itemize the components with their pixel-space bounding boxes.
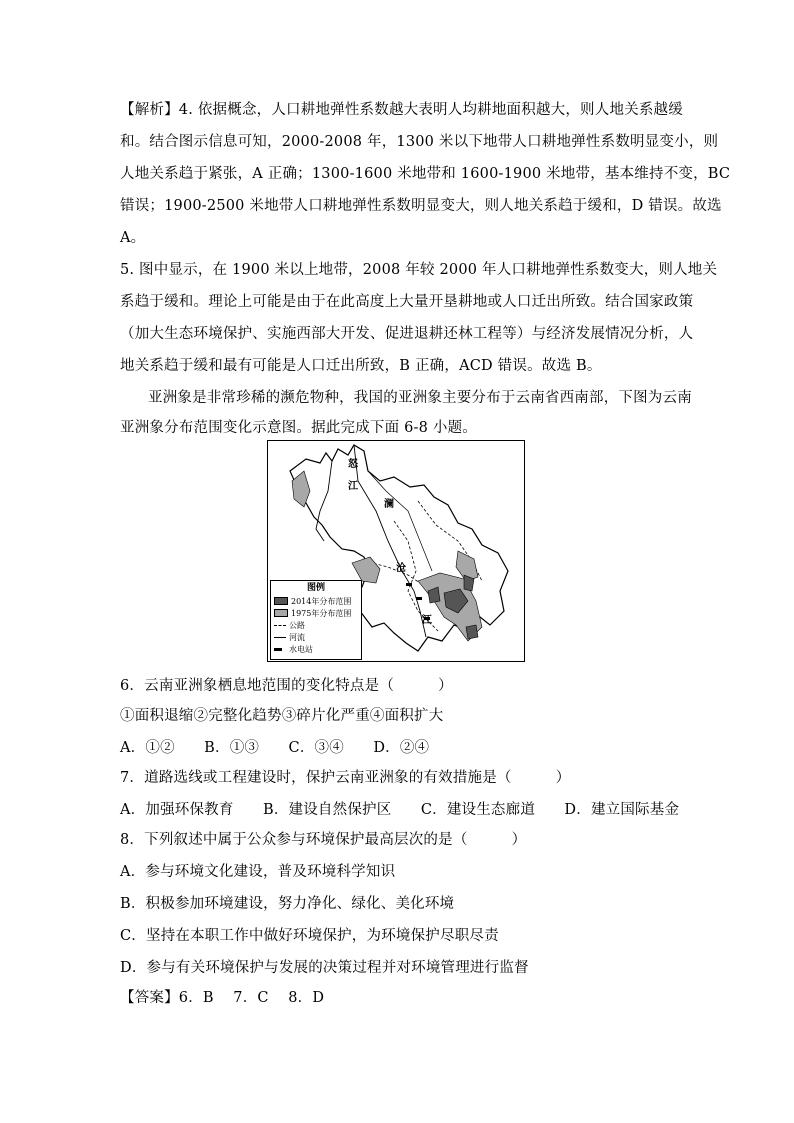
intro-line-2: 亚洲象分布范围变化示意图。据此完成下面 6-8 小题。 [120, 420, 477, 436]
legend-item-road [274, 619, 358, 631]
map-legend [270, 580, 362, 660]
legend-item-river [274, 631, 358, 643]
analysis-line-4: 错误；1900-2500 米地带人口耕地弹性系数明显变大，则人地关系趋于缓和，D 错误。故选 [120, 198, 722, 214]
question-6-stem: 6．云南亚洲象栖息地范围的变化特点是（ ） [120, 678, 453, 694]
question-8-option-a: A．参与环境文化建设，普及环境科学知识 [120, 864, 396, 880]
legend-river-line [274, 637, 286, 638]
legend-label-1975: 1975年分布范围 [291, 608, 352, 618]
legend-swatch-1975 [274, 609, 288, 617]
analysis-line-1: 【解析】4. 依据概念，人口耕地弹性系数越大表明人均耕地面积越大，则人地关系越缓 [120, 102, 683, 118]
river-label-lan: 澜 [384, 499, 394, 510]
legend-road-line [274, 625, 286, 626]
legend-label-river: 河流 [289, 632, 305, 642]
question-8-option-c: C．坚持在本职工作中做好环境保护，为环境保护尽职尽责 [120, 928, 499, 944]
elephant-range-map [267, 440, 525, 662]
river-label-jiang-1: 江 [348, 481, 358, 492]
question-8-option-d: D．参与有关环境保护与发展的决策过程并对环境管理进行监督 [120, 960, 529, 976]
legend-item-2014 [274, 595, 358, 607]
answer-key: 【答案】6．B 7．C 8．D [120, 990, 325, 1006]
legend-title: 图例 [306, 583, 325, 593]
question-8-option-b: B．积极参加环境建设，努力净化、绿化、美化环境 [120, 896, 455, 912]
legend-label-2014: 2014年分布范围 [291, 596, 352, 606]
analysis-line-6: 5. 图中显示，在 1900 米以上地带，2008 年较 2000 年人口耕地弹性系数变大，则人地关 [120, 262, 718, 278]
hydropower-station-1 [406, 583, 412, 586]
river-label-jiang-2: 江 [422, 615, 432, 626]
hydropower-icon [274, 648, 282, 651]
question-6-options: A．①② B．①③ C．③④ D．②④ [120, 740, 430, 756]
legend-swatch-2014 [274, 597, 288, 605]
intro-line-1: 亚洲象是非常珍稀的濒危物种，我国的亚洲象主要分布于云南省西南部，下图为云南 [148, 390, 692, 406]
river-label-cang: 沧 [396, 563, 406, 574]
analysis-line-3: 人地关系趋于紧张，A 正确；1300-1600 米地带和 1600-1900 米地带，基本维持不变，BC [120, 166, 731, 182]
legend-label-hydropower: 水电站 [289, 644, 313, 654]
legend-item-1975 [274, 607, 358, 619]
hydropower-station-2 [416, 597, 422, 600]
legend-item-hydropower [274, 643, 358, 655]
legend-label-road: 公路 [289, 620, 305, 630]
question-7-options: A．加强环保教育 B．建设自然保护区 C．建设生态廊道 D．建立国际基金 [120, 802, 680, 818]
range-2014-d [466, 625, 478, 639]
analysis-line-7: 系趋于缓和。理论上可能是由于在此高度上大量开垦耕地或人口迁出所致。结合国家政策 [120, 294, 694, 310]
question-7-stem: 7．道路选线或工程建设时，保护云南亚洲象的有效措施是（ ） [120, 770, 571, 786]
analysis-line-2: 和。结合图示信息可知，2000-2008 年，1300 米以下地带人口耕地弹性系数明显变小，则 [120, 134, 719, 150]
river-label-nu: 怒 [348, 459, 358, 470]
question-8-stem: 8．下列叙述中属于公众参与环境保护最高层次的是（ ） [120, 832, 527, 848]
analysis-line-9: 地关系趋于缓和最有可能是人口迁出所致，B 正确，ACD 错误。故选 B。 [120, 358, 602, 374]
analysis-line-8: （加大生态环境保护、实施西部大开发、促进退耕还林工程等）与经济发展情况分析，人 [120, 326, 694, 342]
question-6-items: ①面积退缩②完整化趋势③碎片化严重④面积扩大 [120, 708, 444, 724]
analysis-line-5: A。 [120, 230, 146, 246]
